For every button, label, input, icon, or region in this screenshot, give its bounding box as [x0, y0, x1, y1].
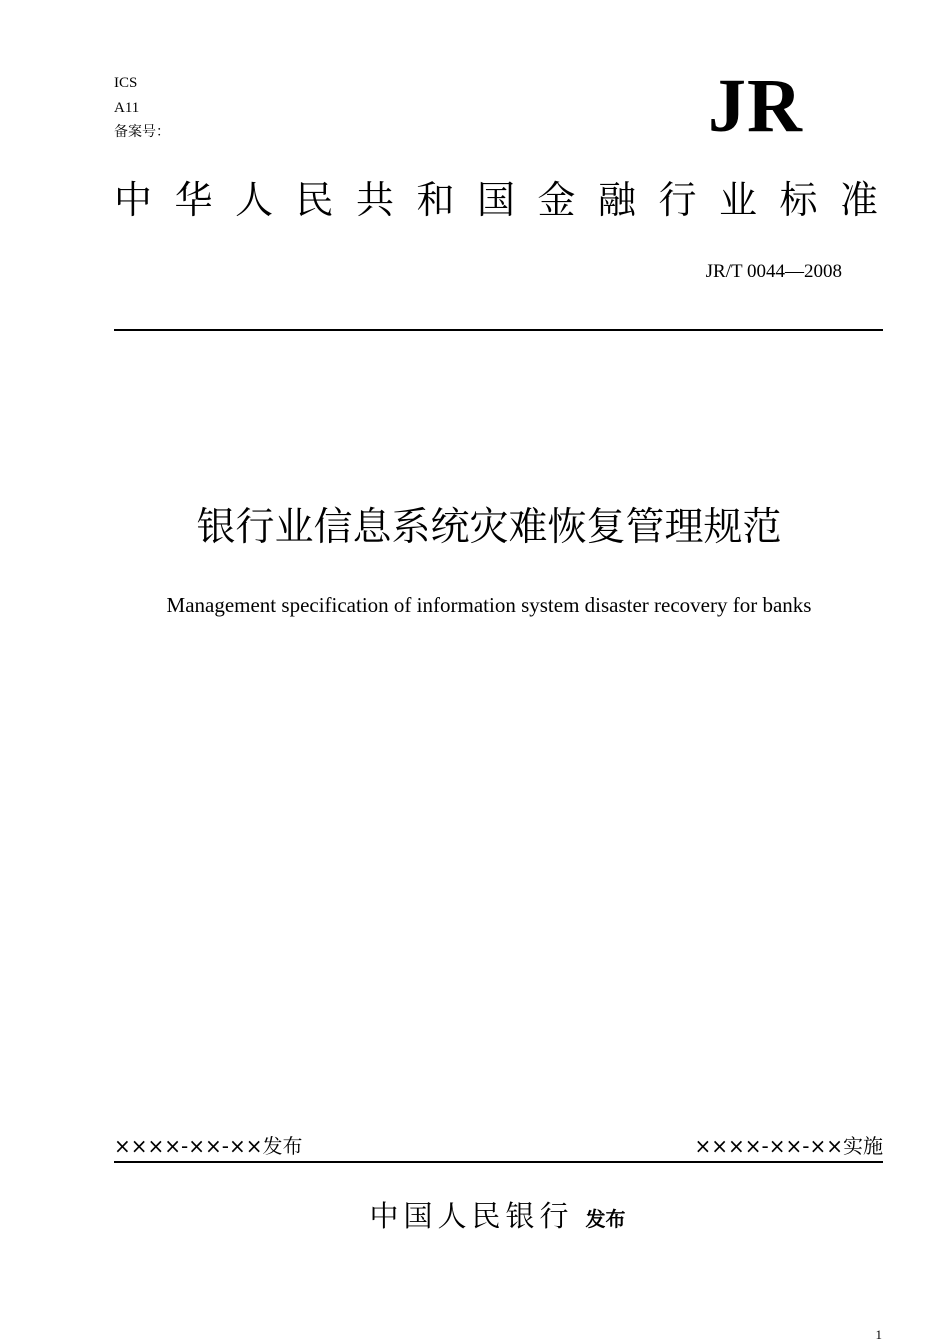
page-number: 1 — [875, 1327, 882, 1342]
document-title-cn: 银行业信息系统灾难恢复管理规范 — [196, 505, 782, 550]
issue-date: ××××-××-××发布 — [114, 1134, 303, 1158]
publisher-suffix: 发布 — [585, 1207, 626, 1231]
record-number-label: 备案号： — [114, 124, 170, 140]
implementation-date: ××××-××-××实施 — [694, 1134, 883, 1158]
jr-logo: JR — [708, 64, 803, 148]
classification-code: A11 — [114, 100, 140, 116]
publisher-name: 中国人民银行 — [369, 1199, 574, 1233]
standard-number: JR/T 0044—2008 — [705, 261, 842, 282]
document-title-en: Management specification of information system disaster recovery for banks — [166, 593, 812, 617]
bottom-divider — [114, 1161, 883, 1163]
publisher — [0, 1194, 950, 1235]
top-divider — [114, 329, 883, 331]
ics-code: ICS — [114, 75, 138, 91]
standard-title: 中华人民共和国金融行业标准 — [114, 178, 901, 222]
